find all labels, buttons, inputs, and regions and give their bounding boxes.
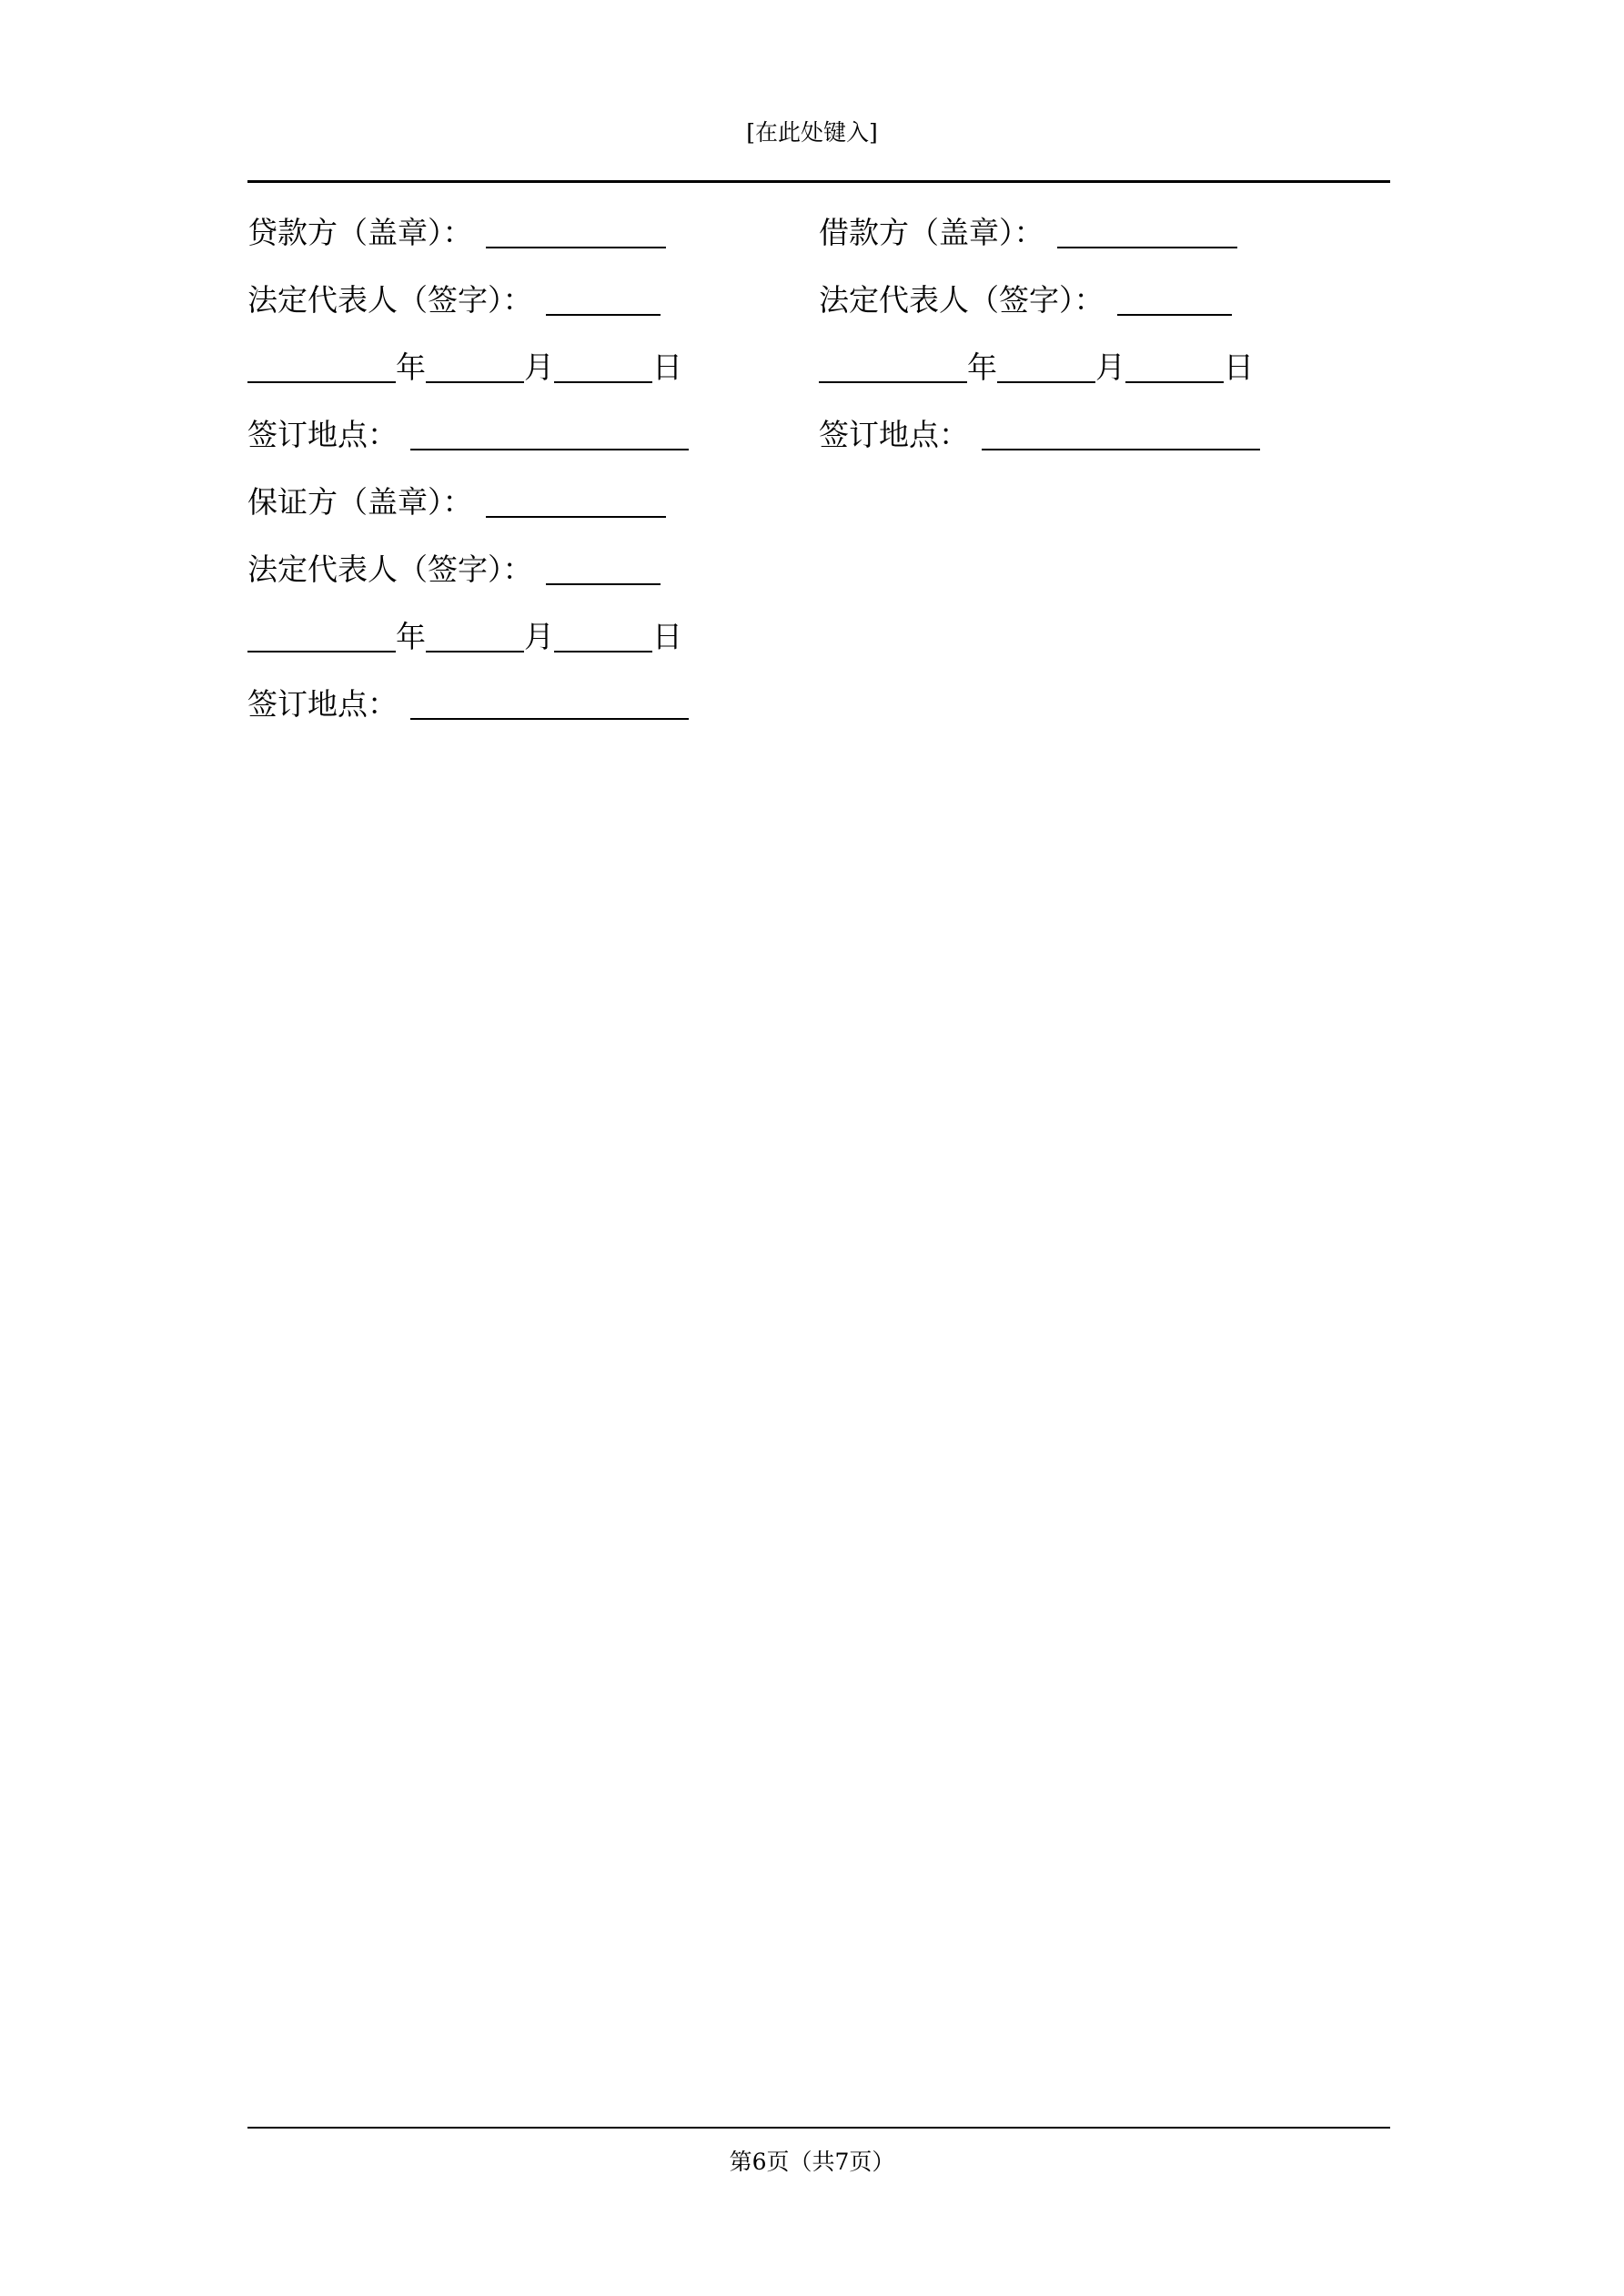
lender-day-label: 日 [652, 349, 682, 385]
borrower-day-label: 日 [1224, 349, 1254, 385]
guarantor-seal-blank[interactable] [486, 481, 666, 518]
page-header: [在此处键入] [746, 119, 878, 146]
lender-seal-label: 贷款方（盖章）： [247, 214, 473, 250]
borrower-seal-label: 借款方（盖章）： [819, 214, 1044, 250]
borrower-year-label: 年 [967, 349, 997, 385]
guarantor-seal-row [247, 466, 702, 533]
borrower-place-blank[interactable] [982, 414, 1260, 450]
guarantor-month-blank[interactable] [426, 616, 524, 652]
lender-date-row [247, 331, 702, 399]
lender-rep-blank[interactable] [546, 279, 661, 316]
borrower-rep-row [819, 264, 1274, 331]
guarantor-seal-label: 保证方（盖章）： [247, 483, 473, 520]
guarantor-rep-row [247, 533, 702, 601]
right-signature-block [819, 197, 1274, 466]
guarantor-rep-label: 法定代表人（签字）： [247, 551, 533, 587]
lender-month-blank[interactable] [426, 347, 524, 383]
lender-rep-label: 法定代表人（签字）： [247, 281, 533, 318]
borrower-seal-blank[interactable] [1057, 212, 1237, 248]
lender-rep-row [247, 264, 702, 331]
footer-divider [247, 2127, 1390, 2129]
borrower-seal-row [819, 197, 1274, 264]
borrower-day-blank[interactable] [1125, 347, 1224, 383]
footer-page-number: 6 [751, 2149, 767, 2175]
borrower-place-label: 签订地点： [819, 416, 969, 452]
lender-year-label: 年 [396, 349, 426, 385]
lender-day-blank[interactable] [554, 347, 652, 383]
guarantor-month-label: 月 [524, 618, 554, 654]
borrower-rep-label: 法定代表人（签字）： [819, 281, 1105, 318]
guarantor-place-label: 签订地点： [247, 685, 398, 722]
borrower-date-row [819, 331, 1274, 399]
footer-total-pages: 7 [834, 2149, 850, 2175]
lender-place-blank[interactable] [410, 414, 689, 450]
guarantor-year-label: 年 [396, 618, 426, 654]
guarantor-place-blank[interactable] [410, 683, 689, 720]
guarantor-rep-blank[interactable] [546, 549, 661, 585]
lender-year-blank[interactable] [247, 347, 396, 383]
borrower-month-blank[interactable] [997, 347, 1095, 383]
borrower-year-blank[interactable] [819, 347, 967, 383]
lender-seal-row [247, 197, 702, 264]
lender-month-label: 月 [524, 349, 554, 385]
footer-middle: 页（共 [766, 2149, 835, 2175]
guarantor-day-label: 日 [652, 618, 682, 654]
guarantor-day-blank[interactable] [554, 616, 652, 652]
borrower-place-row [819, 399, 1274, 466]
guarantor-place-row [247, 668, 702, 735]
header-divider [247, 180, 1390, 183]
lender-seal-blank[interactable] [486, 212, 666, 248]
footer-suffix: 页） [849, 2149, 895, 2175]
borrower-rep-blank[interactable] [1117, 279, 1232, 316]
guarantor-year-blank[interactable] [247, 616, 396, 652]
guarantor-date-row [247, 601, 702, 668]
lender-place-row [247, 399, 702, 466]
lender-place-label: 签订地点： [247, 416, 398, 452]
footer-prefix: 第 [729, 2149, 752, 2175]
left-signature-block [247, 197, 702, 735]
page-footer [0, 2146, 1624, 2179]
borrower-month-label: 月 [1095, 349, 1125, 385]
